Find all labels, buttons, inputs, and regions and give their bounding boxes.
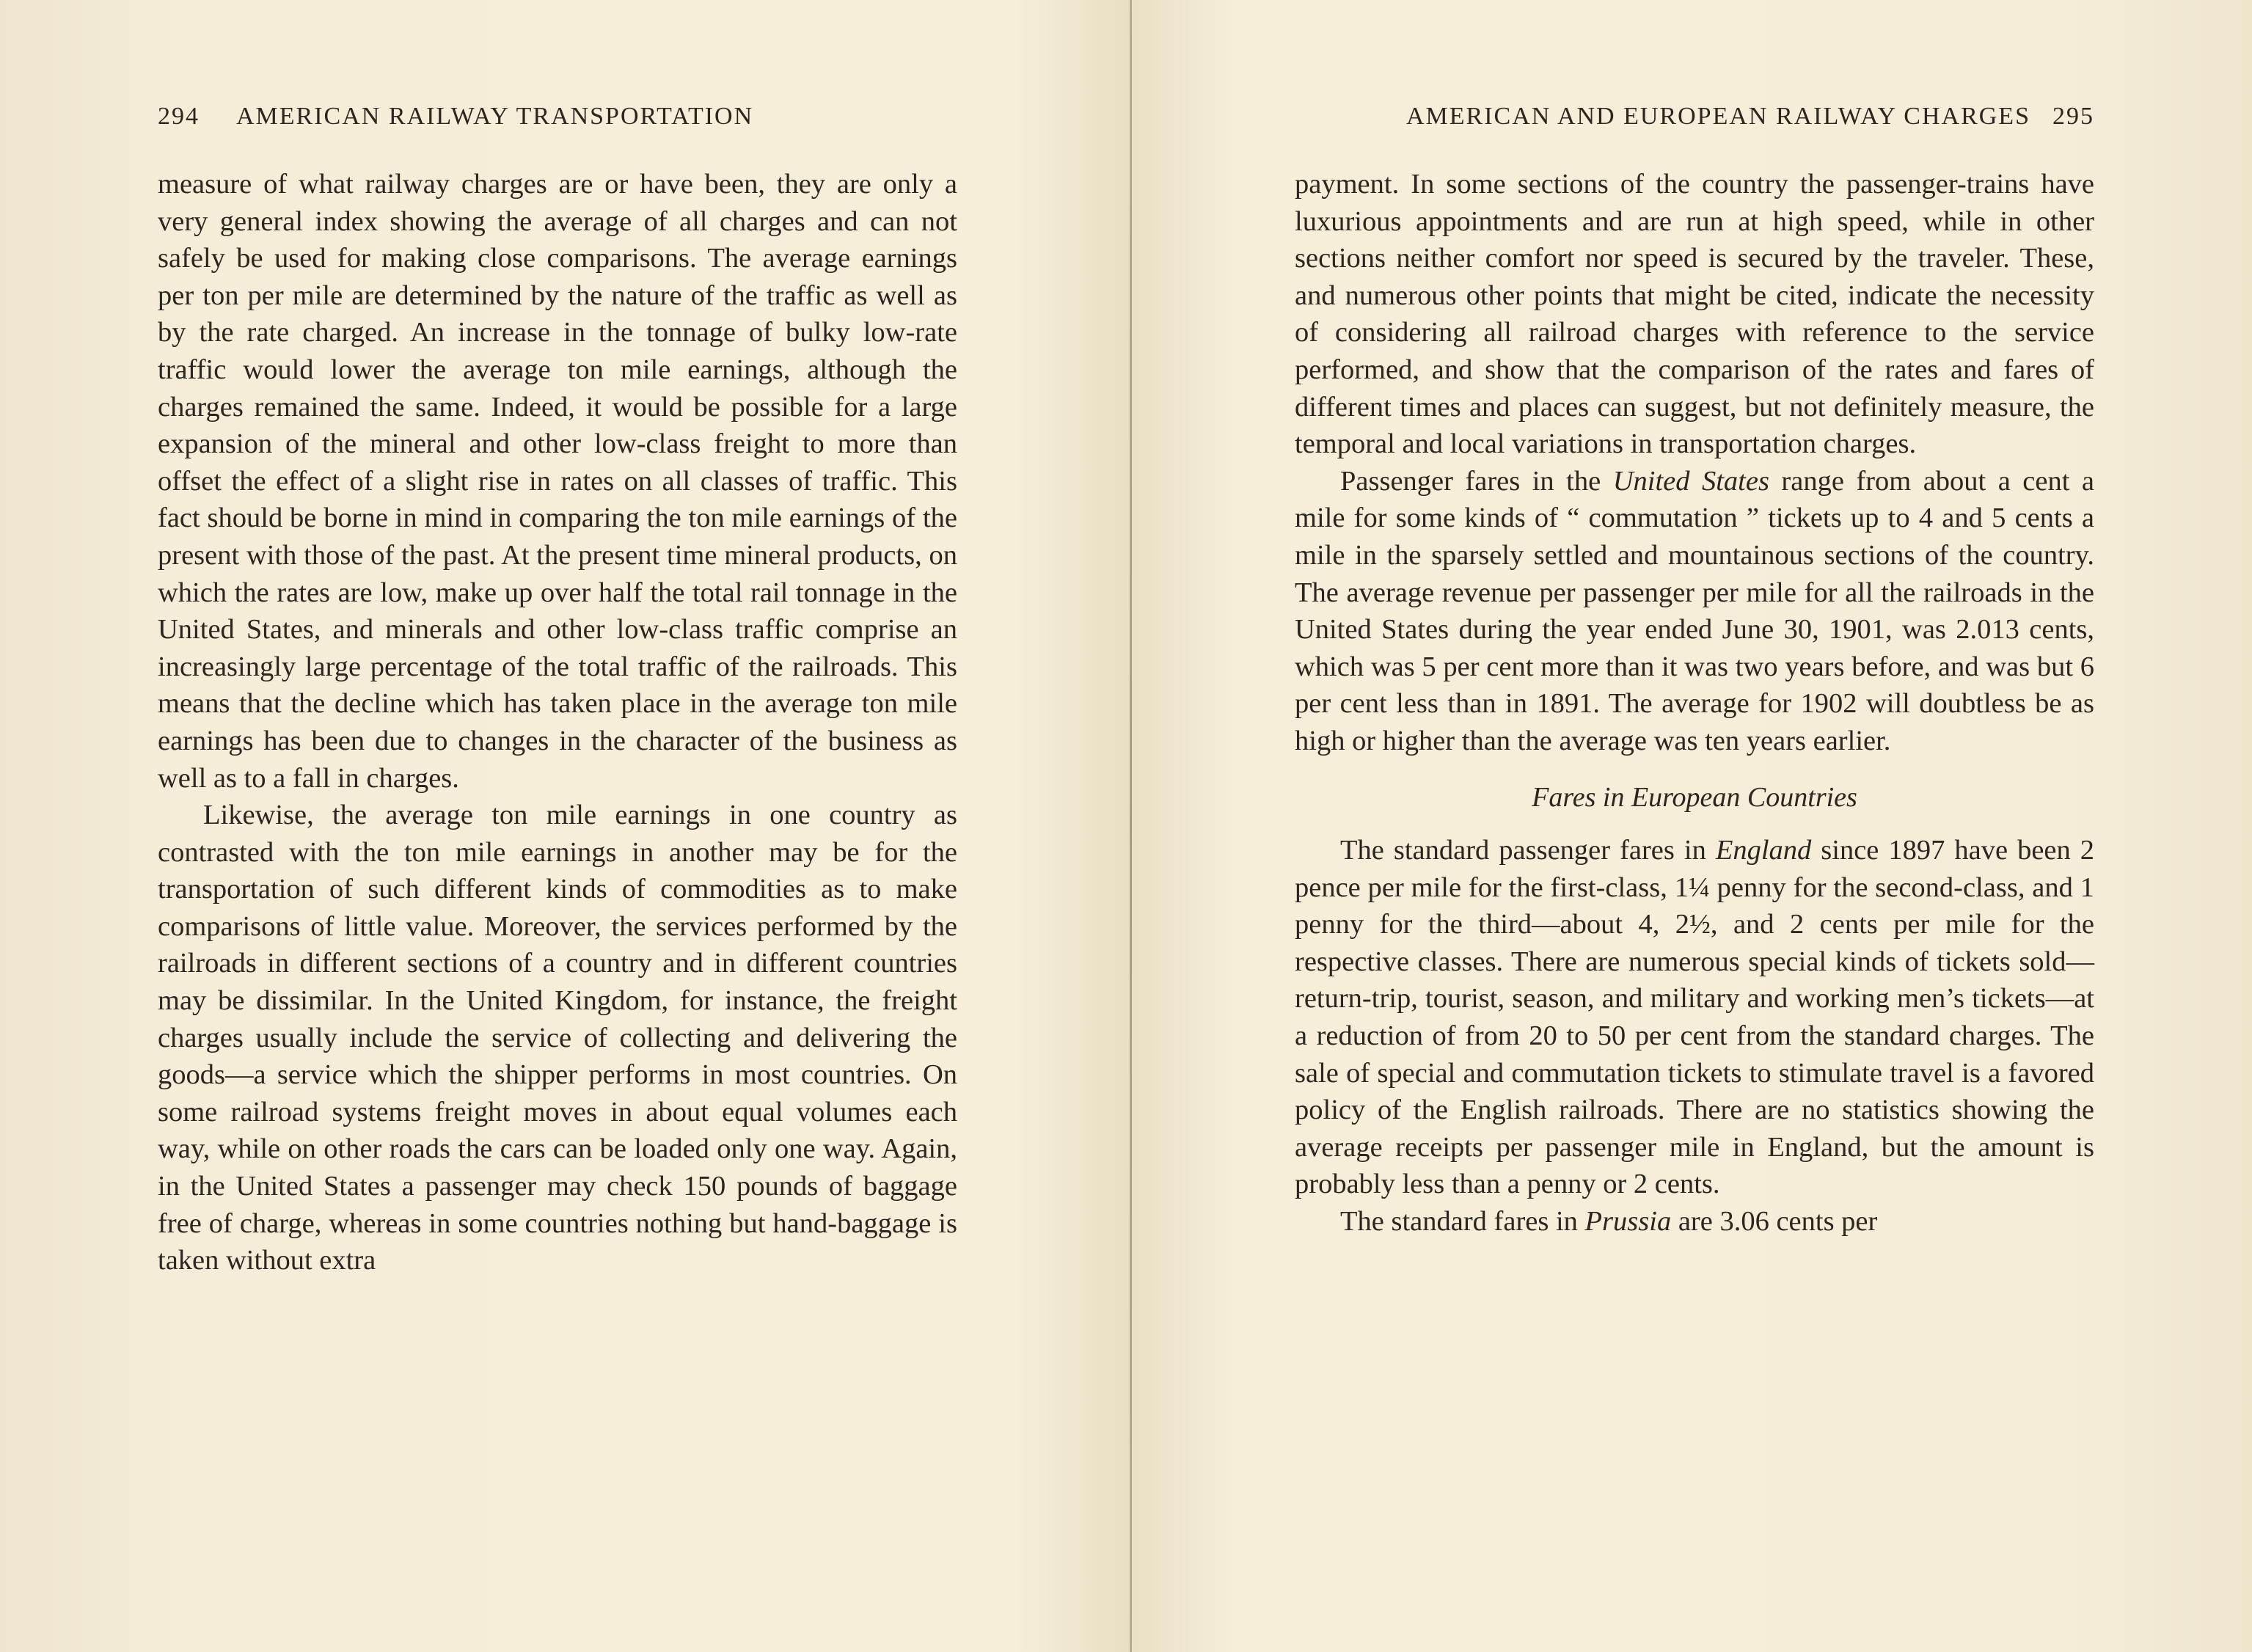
- left-running-head: AMERICAN RAILWAY TRANSPORTATION: [236, 103, 754, 130]
- right-page-number: 295: [2052, 103, 2094, 130]
- paragraph-lead: Passenger fares in the: [1340, 465, 1613, 497]
- right-running-head: AMERICAN AND EUROPEAN RAILWAY CHARGES: [1405, 103, 2030, 130]
- place-name-prussia: Prussia: [1584, 1206, 1672, 1238]
- left-page: [158, 103, 957, 1279]
- right-paragraph-3: [1295, 832, 2094, 1203]
- paragraph-lead: The standard fares in: [1340, 1206, 1585, 1238]
- right-paragraph-2: [1295, 463, 2094, 760]
- section-heading: Fares in European Countries: [1532, 781, 1857, 813]
- place-name-united-states: United States: [1612, 465, 1769, 497]
- book-gutter: [1130, 0, 1132, 1652]
- left-paragraph-1: measure of what railway charges are or have been, they are only a very general index showing the average of all charges and can not safely be used for making close comparisons. The average earnings per ton per mile are determined by the nature of the traffic as well as by the rate charged. An increase in the tonnage of bulky low-rate traffic would lower the average ton mile earnings, although the charges remained the same. Indeed, it would be possible for a large expansion of the mineral and other low-class freight to more than offset the effect of a slight rise in rates on all classes of traffic. This fact should be borne in mind in comparing the ton mile earnings of the present with those of the past. At the present time mineral products, on which the rates are low, make up over half the total rail tonnage in the United States, and minerals and other low-class traffic comprise an increasingly large percentage of the total traffic of the railroads. This means that the decline which has taken place in the average ton mile earnings has been due to changes in the character of the business as well as to a fall in charges.: [158, 169, 957, 794]
- paragraph-lead: The standard passenger fares in: [1340, 835, 1716, 866]
- left-page-number: 294: [158, 103, 200, 130]
- paragraph-rest: range from about a cent a mile for some kinds of “ commutation ” tickets up to 4 and 5 cents a mile in the sparsely settled and mountainous sections of the country. The average revenue per passenger per mile for all the railroads in the United States during the year ended June 30, 1901, was 2.013 cents, which was 5 per cent more than it was two years before, and was but 6 per cent less than in 1891. The average for 1902 will doubtless be as high or higher than the average was ten years earlier.: [1295, 465, 2094, 756]
- right-paragraph-4: [1295, 1203, 2094, 1240]
- right-page-header: [1295, 103, 2094, 139]
- paragraph-rest: since 1897 have been 2 pence per mile for the first-class, 1¼ penny for the second-class, and 1 penny for the third—about 4, 2½, and 2 cents per mile for the respective classes. There are numerous special kinds of tickets sold—return-trip, tourist, season, and military and working men’s tickets—at a reduction of from 20 to 50 per cent from the standard charges. The sale of special and commutation tickets to stimulate travel is a favored policy of the English railroads. There are no statistics showing the average receipts per passenger mile in England, but the amount is probably less than a penny or 2 cents.: [1295, 835, 2094, 1200]
- left-page-body: [158, 166, 957, 1279]
- right-paragraph-1: payment. In some sections of the country the passenger-trains have luxurious appointments and are run at high speed, while in other sections neither comfort nor speed is secured by the traveler. These, and numerous other points that might be cited, indicate the necessity of considering all railroad charges with reference to the service performed, and show that the comparison of the rates and fares of different times and places can suggest, but not definitely measure, the temporal and local variations in transportation charges.: [1295, 169, 2094, 460]
- place-name-england: England: [1715, 835, 1812, 866]
- right-page: [1295, 103, 2094, 1240]
- left-paragraph-2: Likewise, the average ton mile earnings in one country as contrasted with the ton mile earnings in another may be for the transportation of such different kinds of commodities as to make comparisons of little value. Moreover, the services performed by the railroads in different sections of a country and in different countries may be dissimilar. In the United Kingdom, for instance, the freight charges usually include the service of collecting and delivering the goods—a service which the shipper performs in most countries. On some railroad systems freight moves in about equal volumes each way, while on other roads the cars can be loaded only one way. Again, in the United States a passenger may check 150 pounds of baggage free of charge, whereas in some countries nothing but hand-baggage is taken without extra: [158, 800, 957, 1276]
- right-page-body: [1295, 166, 2094, 1240]
- paragraph-rest: are 3.06 cents per: [1671, 1206, 1878, 1238]
- left-page-header: [158, 103, 957, 139]
